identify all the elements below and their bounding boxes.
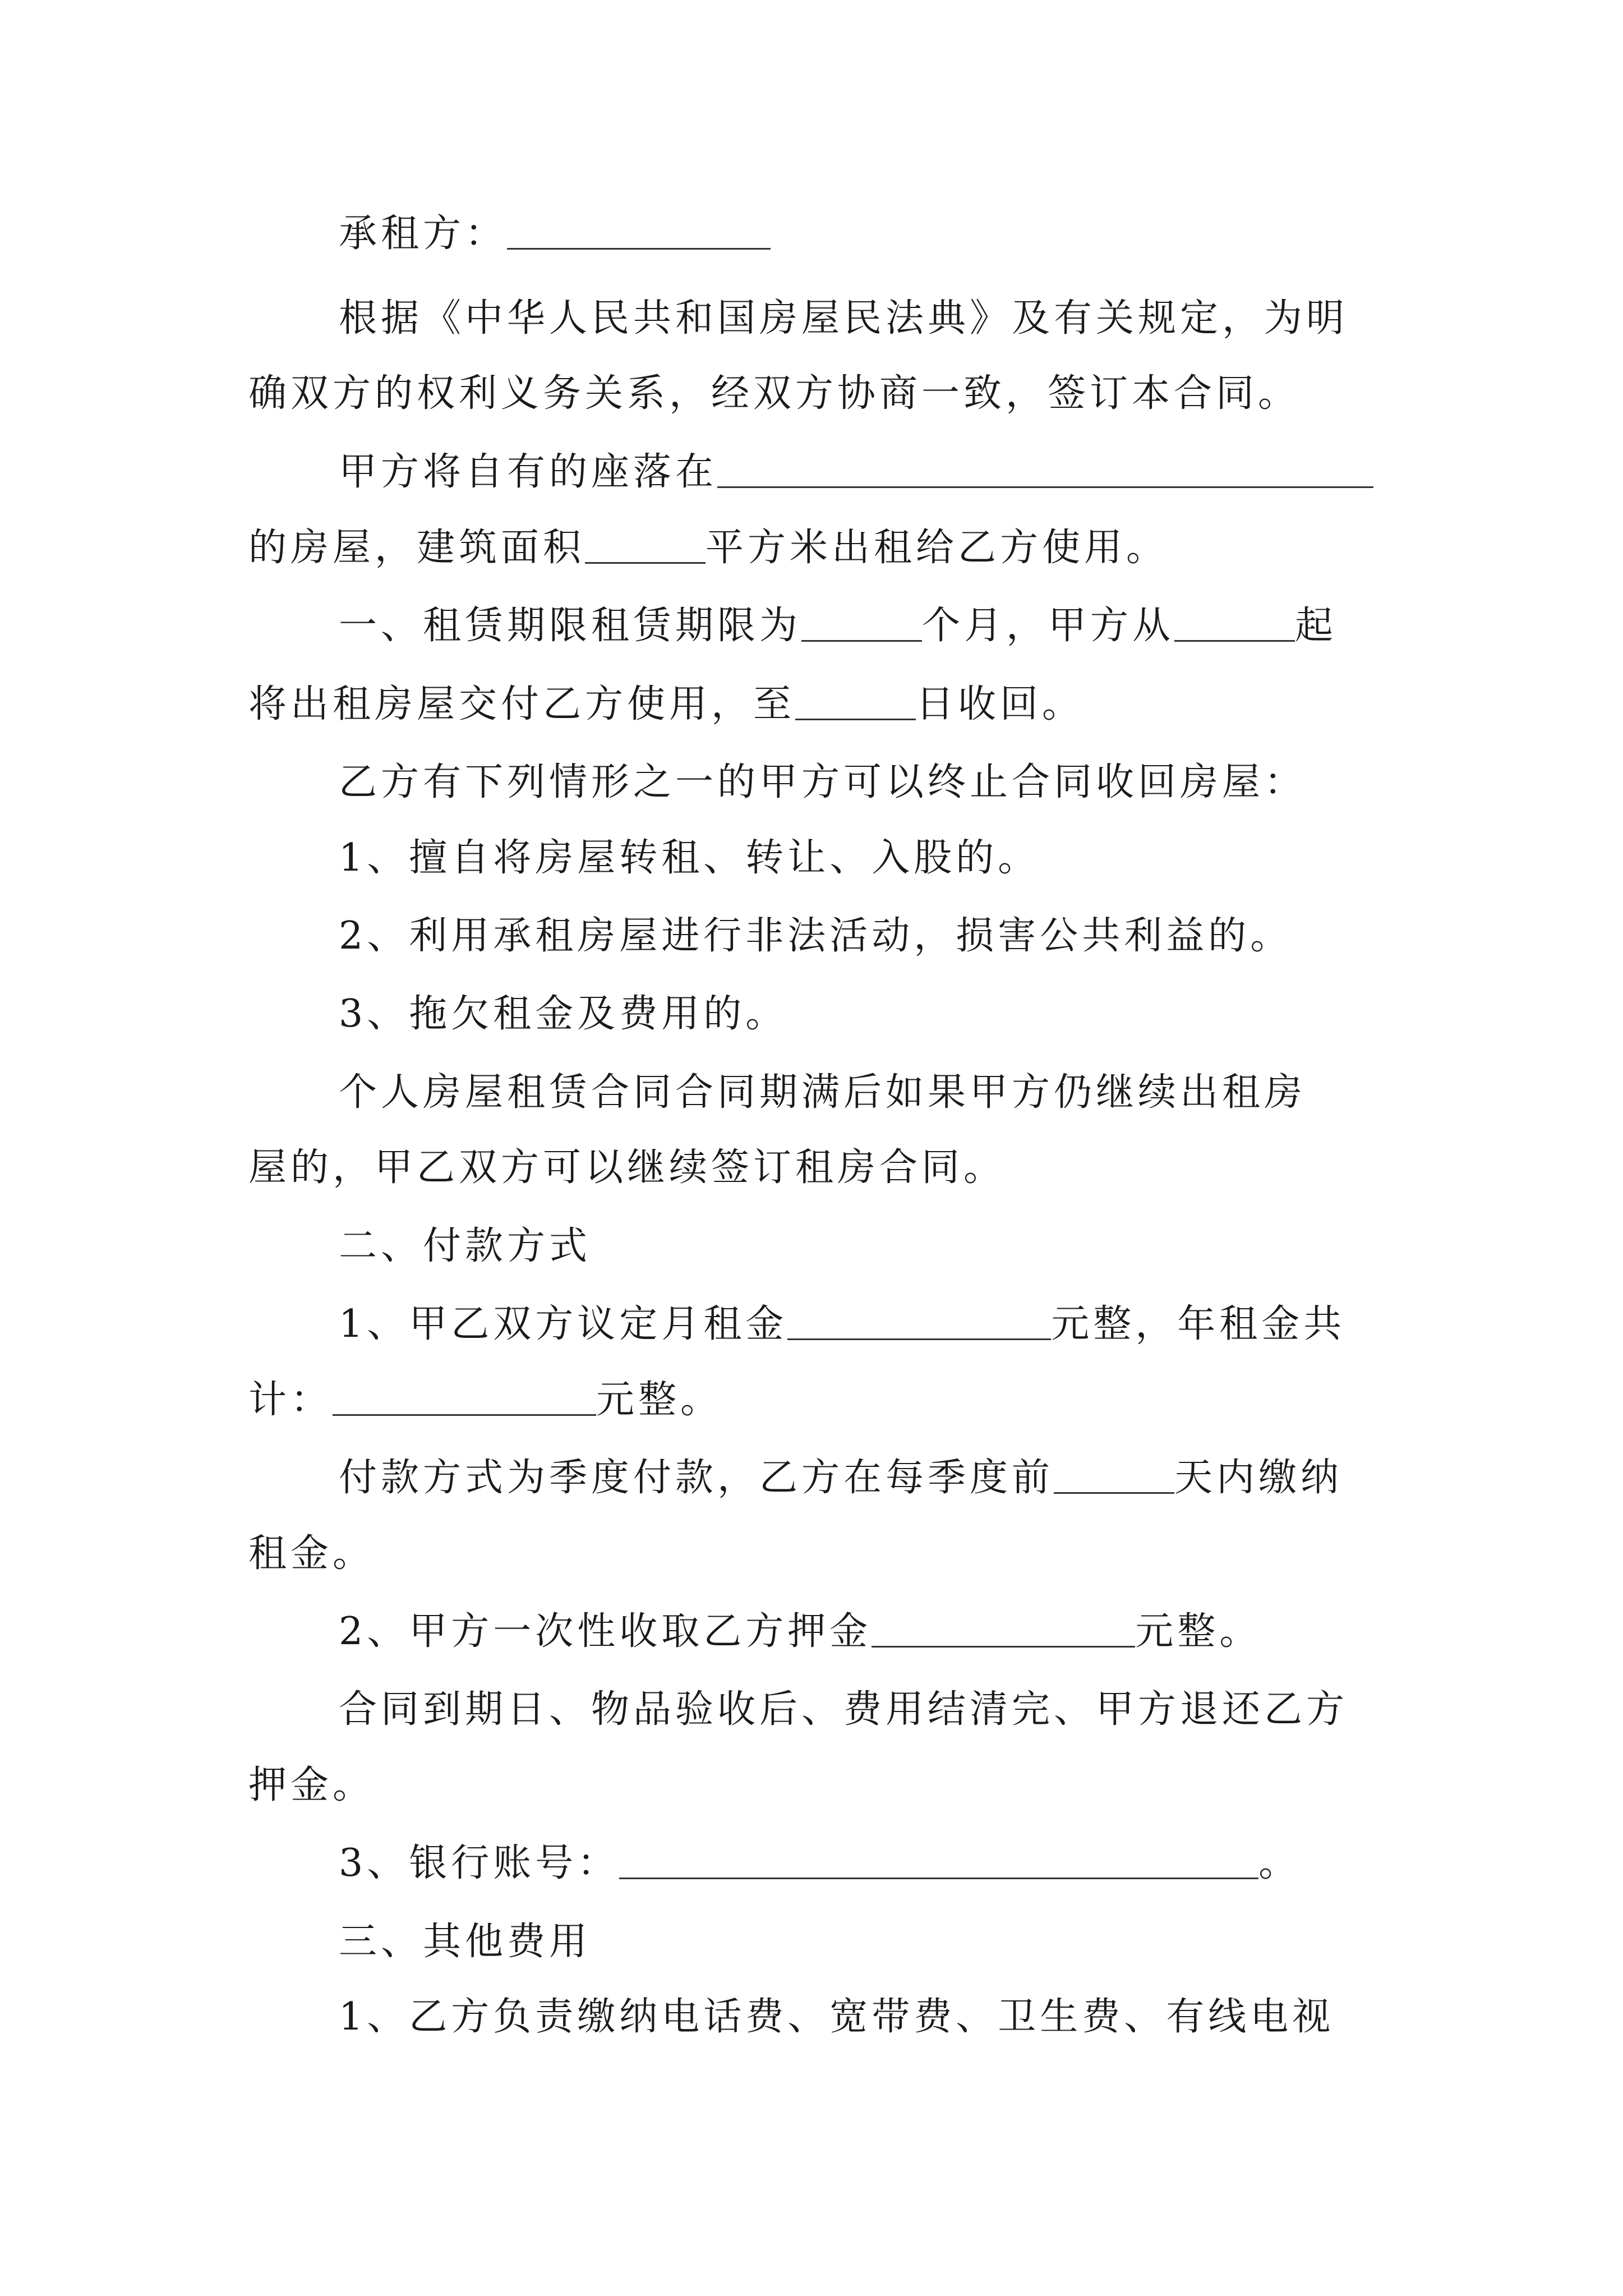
- premise-text-1: 甲方将自有的座落在: [339, 450, 718, 494]
- quarterly-text-1b: 天内缴纳: [1174, 1456, 1343, 1500]
- annual-rent-blank[interactable]: [333, 1381, 596, 1416]
- bank-account-blank[interactable]: [619, 1844, 1258, 1879]
- termination-text-2: 2、利用承租房屋进行非法活动，损害公共利益的。: [339, 914, 1293, 958]
- payment-heading: [339, 1213, 1387, 1280]
- term-start-blank[interactable]: [1174, 606, 1295, 642]
- deposit-blank[interactable]: [872, 1612, 1135, 1648]
- premise-text-2a: 的房屋，建筑面积: [248, 526, 585, 570]
- termination-text-3: 3、拖欠租金及费用的。: [339, 992, 788, 1036]
- basis-line-2: [248, 360, 1387, 427]
- payment-days-blank[interactable]: [1054, 1458, 1174, 1494]
- refund-line-1: [339, 1676, 1387, 1743]
- payment-heading-text: 二、付款方式: [339, 1224, 592, 1268]
- premise-line-2: [248, 514, 1387, 582]
- rent-text-1a: 1、甲乙双方议定月租金: [339, 1302, 788, 1346]
- term-line-1: [339, 592, 1387, 660]
- refund-line-2: [248, 1752, 1387, 1819]
- basis-text-1: 根据《中华人民共和国房屋民法典》及有关规定，为明: [339, 296, 1349, 341]
- deposit-text-b: 元整。: [1135, 1609, 1262, 1654]
- basis-line-1: [339, 285, 1387, 352]
- lessee-name-blank[interactable]: [507, 214, 771, 250]
- monthly-rent-blank[interactable]: [787, 1305, 1051, 1340]
- term-text-2a: 将出租房屋交付乙方使用，至: [248, 682, 796, 726]
- bank-text-a: 3、银行账号：: [339, 1841, 620, 1885]
- fees-line-1: [339, 1984, 1387, 2051]
- term-months-blank[interactable]: [801, 606, 922, 642]
- quarterly-text-2: 租金。: [248, 1531, 375, 1576]
- termination-item-2: [339, 903, 1387, 970]
- term-line-2: [248, 671, 1387, 738]
- rent-text-2a: 计：: [248, 1378, 333, 1422]
- refund-text-1: 合同到期日、物品验收后、费用结清完、甲方退还乙方: [339, 1687, 1349, 1732]
- fees-text-1: 1、乙方负责缴纳电话费、宽带费、卫生费、有线电视: [339, 1995, 1335, 2039]
- term-end-blank[interactable]: [795, 685, 916, 720]
- fees-heading: [339, 1908, 1387, 1976]
- termination-item-3: [339, 981, 1387, 1048]
- term-text-2b: 日收回。: [916, 682, 1085, 726]
- deposit-text-a: 2、甲方一次性收取乙方押金: [339, 1609, 872, 1654]
- term-text-1b: 个月，甲方从: [922, 604, 1175, 648]
- refund-text-2: 押金。: [248, 1763, 375, 1807]
- renewal-text-2: 屋的，甲乙双方可以继续签订租房合同。: [248, 1145, 1006, 1190]
- basis-text-2: 确双方的权利义务关系，经双方协商一致，签订本合同。: [248, 371, 1301, 416]
- term-text-1a: 一、租赁期限租赁期限为: [339, 604, 802, 648]
- term-text-1c: 起: [1295, 604, 1338, 648]
- renewal-line-2: [248, 1134, 1387, 1202]
- quarterly-line-2: [248, 1520, 1387, 1588]
- rent-text-2b: 元整。: [596, 1378, 723, 1422]
- renewal-text-1: 个人房屋租赁合同合同期满后如果甲方仍继续出租房: [339, 1070, 1307, 1115]
- rent-line-1: [339, 1291, 1387, 1358]
- premise-location-blank[interactable]: [717, 453, 1373, 488]
- termination-text-1: 1、擅自将房屋转租、转让、入股的。: [339, 836, 1040, 880]
- premise-line-1: [339, 439, 1387, 506]
- bank-line: [339, 1830, 1387, 1897]
- termination-intro-line: [339, 749, 1387, 816]
- area-blank[interactable]: [585, 528, 706, 564]
- rent-line-2: [248, 1366, 1387, 1434]
- bank-text-b: 。: [1258, 1841, 1301, 1885]
- lessee-label: 承租方：: [339, 211, 508, 256]
- termination-intro-text: 乙方有下列情形之一的甲方可以终止合同收回房屋：: [339, 760, 1307, 804]
- quarterly-line-1: [339, 1444, 1387, 1512]
- renewal-line-1: [339, 1059, 1387, 1126]
- premise-text-2b: 平方米出租给乙方使用。: [706, 526, 1169, 570]
- deposit-line: [339, 1598, 1387, 1665]
- rent-text-1b: 元整，年租金共: [1051, 1302, 1346, 1346]
- quarterly-text-1a: 付款方式为季度付款，乙方在每季度前: [339, 1456, 1054, 1500]
- lessee-line: [339, 200, 1387, 268]
- fees-heading-text: 三、其他费用: [339, 1920, 592, 1964]
- termination-item-1: [339, 825, 1387, 892]
